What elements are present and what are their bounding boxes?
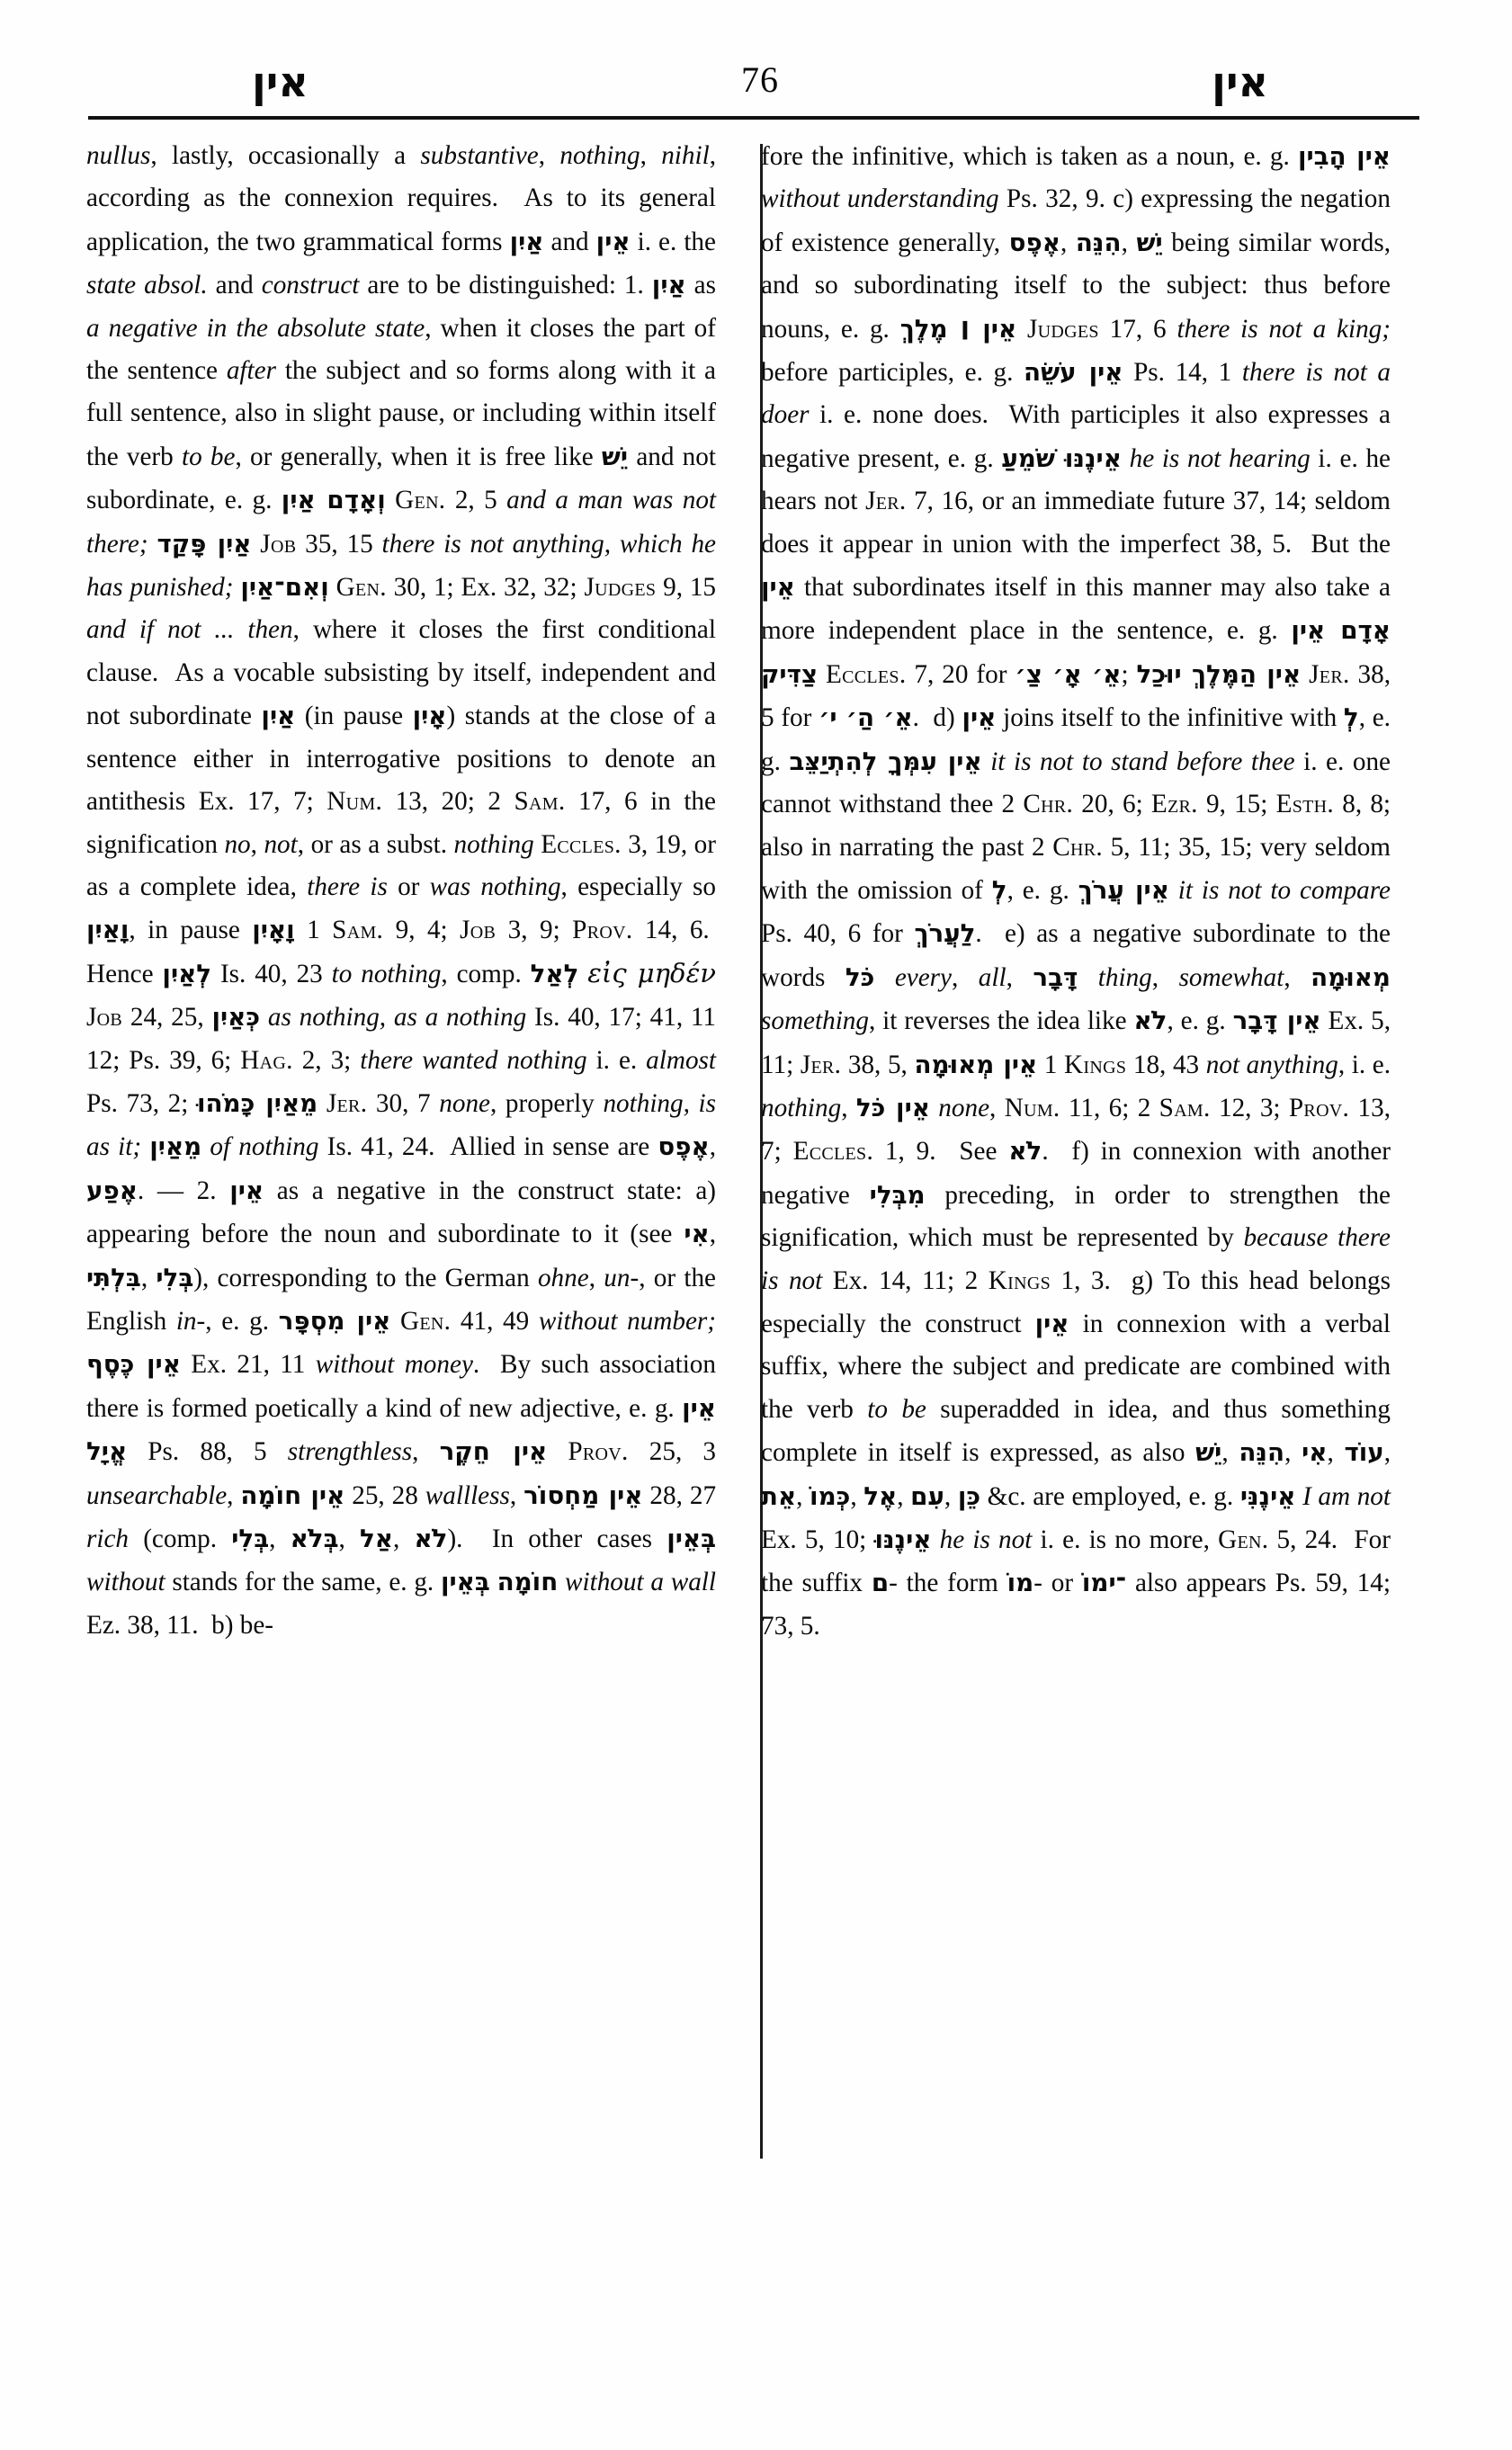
right-column [738,135,1391,1648]
header-rule [88,116,1419,120]
running-head [90,41,1412,104]
page-number: 76 [741,59,779,100]
left-column [86,135,738,1648]
left-column-paragraph-1: nullus, lastly, occasionally a substantive, nothing, nihil, according as the connexion requires. As to its general application, the two grammatical forms אַיִן and אֵין i. e. the state absol. and construct are to be distinguished: 1. אַיִן as a negative in the absolute state, when it closes the part of the sentence after the subject and so forms along with it a full sentence, also in slight pause, or including within itself the verb to be, or generally, when it is free like יֵשׁ and not subordinate, e. g. וְאָדָם אַיִן Gen. 2, 5 and a man was not there; אַיִן פָּקַד Job 35, 15 there is not anything, which he has punished; וְאִם־אַיִן Gen. 30, 1; Ex. 32, 32; Judges 9, 15 and if not ... then, where it closes the first conditional clause. As a vocable subsisting by itself, independent and not subordinate אַיִן (in pause אָיִן) stands at the close of a sentence either in interrogative positions to denote an antithesis Ex. 17, 7; Num. 13, 20; 2 Sam. 17, 6 in the signification no, not, or as a subst. nothing Eccles. 3, 19, or as a complete idea, there is or was nothing, especially so וָאַיִן, in pause וָאָיִן 1 Sam. 9, 4; Job 3, 9; Prov. 14, 6. Hence לְאַיִן Is. 40, 23 to nothing, comp. לְאַל εἰς μηδέν Job 24, 25, כְּאַיִן as nothing, as a nothing Is. 40, 17; 41, 11 12; Ps. 39, 6; Hag. 2, 3; there wanted nothing i. e. almost Ps. 73, 2; מֵאַיִן כָּמֹהוּ Jer. 30, 7 none, properly nothing, is as it; מֵאַיִן of nothing Is. 41, 24. Allied in sense are אֶפֶס, אֶפַע. — 2. אֵין as a negative in the construct state: a) appearing before the noun and subordinate to it (see אִי, בִּלְתִּי, בְּלִי), corresponding to the German ohne, un-, or the English in-, e. g. אֵין מִסְפָּר Gen. 41, 49 without number; אֵין כֶּסֶף Ex. 21, 11 without money. By such association there is formed poetically a kind of new adjective, e. g. אֵין אֱיָל Ps. 88, 5 strengthless, אֵין חֵקֶר Prov. 25, 3 unsearchable, אֵין חוֹמָה 25, 28 wallless, אֵין מַחְסוֹר 28, 27 rich (comp. בְּלִי, בְּלֹא, אַל, לֹא). In other cases בְּאֵין without stands for the same, e. g. בְּאֵין חוֹמָה without a wall Ez. 38, 11. b) be- [86,141,717,1640]
body-columns [86,135,1423,1648]
running-head-hebrew-right: אין [1212,58,1268,106]
right-column-paragraph-1: fore the infinitive, which is taken as a noun, e. g. אֵין הָבִין without understanding Ps. 32, 9. c) expressing the negation of existence generally, אֶפֶס, הִנֵּה, יֵשׁ being similar words, and so subordinating itself to the subject: thus before nouns, e. g. אֵין ׀ מֶלֶךְ Judges 17, 6 there is not a king; before participles, e. g. אֵין עֹשֵׂה Ps. 14, 1 there is not a doer i. e. none does. With participles it also expresses a negative present, e. g. אֵינֶנּוּ שֹׁמֵעַ he is not hearing i. e. he hears not Jer. 7, 16, or an immediate future 37, 14; seldom does it appear in union with the imperfect 38, 5. But the אֵין that subordinates itself in this manner may also take a more independent place in the sentence, e. g. אָדָם אֵין צַדִּיק Eccles. 7, 20 for אֵ׳ אָ׳ צַ׳; אֵין הַמֶּלֶךְ יוּכַל Jer. 38, 5 for אֵ׳ הַ׳ י׳. d) אֵין joins itself to the infinitive with לְ, e. g. אֵין עִמְּךָ לְהִתְיַצֵּב it is not to stand before thee i. e. one cannot withstand thee 2 Chr. 20, 6; Ezr. 9, 15; Esth. 8, 8; also in narrating the past 2 Chr. 5, 11; 35, 15; very seldom with the omission of לְ, e. g. אֵין עֲרֹךְ it is not to compare Ps. 40, 6 for לַעֲרֹךְ. e) as a negative subordinate to the words כֹּל every, all, דָּבָר thing, somewhat, מְאוּמָה something, it reverses the idea like לֹא, e. g. אֵין דָּבָר Ex. 5, 11; Jer. 38, 5, אֵין מְאוּמָה 1 Kings 18, 43 not anything, i. e. nothing, אֵין כֹּל none, Num. 11, 6; 2 Sam. 12, 3; Prov. 13, 7; Eccles. 1, 9. See לֹא. f) in connexion with another negative מִבְּלִי preceding, in order to strengthen the signification, which must be represented by because there is not Ex. 14, 11; 2 Kings 1, 3. g) To this head belongs especially the construct אֵין in connexion with a verbal suffix, where the subject and predicate are combined with the verb to be superadded in idea, and thus something complete in itself is expressed, as also יֵשׁ, הִנֵּה, אִי, עוֹד, אֵת, כְּמוֹ, אֶל, עִם, כֵּן &c. are employed, e. g. אֵינֶנִּי I am not Ex. 5, 10; אֵינֶנּוּ he is not i. e. is no more, Gen. 5, 24. For the suffix ם- the form מוֹ- or ־ימוֹ also appears Ps. 59, 14; 73, 5. [761,141,1391,1641]
running-head-hebrew-left: אין [252,58,309,106]
